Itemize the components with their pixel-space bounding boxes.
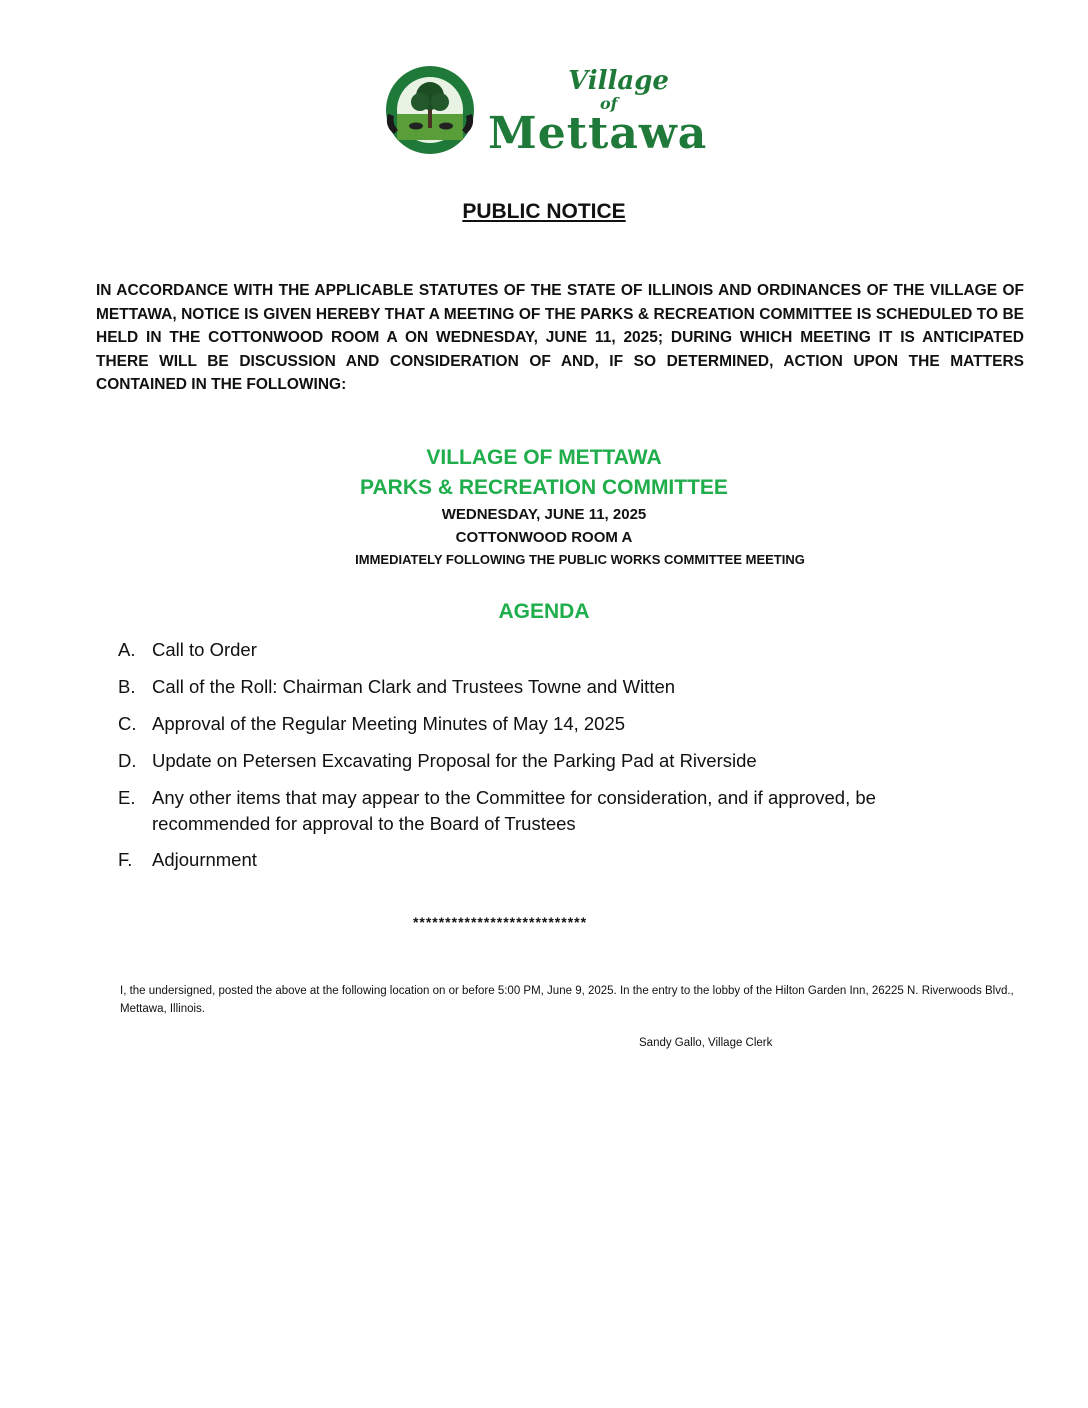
agenda-item-letter: A. bbox=[118, 639, 136, 660]
agenda-item-text: Any other items that may appear to the Committee for consideration, and if approved, be recommended for approval to the Board of Trustees bbox=[152, 787, 876, 834]
village-seal-icon bbox=[384, 64, 476, 156]
wordmark-of-text: of bbox=[600, 94, 618, 113]
agenda-item-letter: C. bbox=[118, 713, 137, 734]
agenda-item-text: Approval of the Regular Meeting Minutes of May 14, 2025 bbox=[152, 713, 626, 734]
clerk-signature: Sandy Gallo, Village Clerk bbox=[639, 1037, 773, 1049]
meeting-timing: IMMEDIATELY FOLLOWING THE PUBLIC WORKS COMMITTEE MEETING bbox=[355, 552, 805, 567]
section-separator: *************************** bbox=[412, 914, 588, 930]
agenda-item-letter: B. bbox=[118, 676, 136, 697]
wordmark-village-text: Village bbox=[568, 66, 669, 96]
village-logo bbox=[384, 64, 708, 160]
meeting-date: WEDNESDAY, JUNE 11, 2025 bbox=[441, 506, 647, 523]
agenda-item-letter: F. bbox=[118, 849, 133, 870]
agenda-item-letter: E. bbox=[118, 787, 136, 808]
meeting-heading-committee: PARKS & RECREATION COMMITTEE bbox=[360, 476, 728, 499]
wordmark-mettawa-text: Mettawa bbox=[488, 108, 708, 159]
agenda-heading: AGENDA bbox=[498, 600, 590, 623]
agenda-item-text: Update on Petersen Excavating Proposal for the Parking Pad at Riverside bbox=[152, 750, 757, 771]
agenda-item-letter: D. bbox=[118, 750, 137, 771]
notice-paragraph: IN ACCORDANCE WITH THE APPLICABLE STATUTES OF THE STATE OF ILLINOIS AND ORDINANCES OF THE VILLAGE OF METTAWA, NOTICE IS GIVEN HEREBY THAT A MEETING OF THE PARKS & RECREATION COMMITTEE IS SCHEDULED TO BE HELD IN THE COTTONWOOD ROOM A ON WEDNESDAY, JUNE 11, 2025; DURING WHICH MEETING IT IS ANTICIPATED THERE WILL BE DISCUSSION AND CONSIDERATION OF AND, IF SO DETERMINED, ACTION UPON THE MATTERS CONTAINED IN THE FOLLOWING: bbox=[96, 282, 1024, 393]
village-wordmark bbox=[488, 64, 708, 160]
meeting-location: COTTONWOOD ROOM A bbox=[455, 529, 633, 546]
posting-note: I, the undersigned, posted the above at the following location on or before 5:00 PM, June 9, 2025. In the entry to the lobby of the Hilton Garden Inn, 26225 N. Riverwoods Blvd., Mettawa, Illinois. bbox=[120, 985, 1014, 1015]
agenda-item-text: Call of the Roll: Chairman Clark and Trustees Towne and Witten bbox=[152, 676, 676, 697]
agenda-item-text: Call to Order bbox=[152, 639, 257, 660]
agenda-item-text: Adjournment bbox=[152, 849, 257, 870]
page-title: PUBLIC NOTICE bbox=[462, 200, 626, 223]
meeting-heading-village: VILLAGE OF METTAWA bbox=[426, 446, 662, 469]
